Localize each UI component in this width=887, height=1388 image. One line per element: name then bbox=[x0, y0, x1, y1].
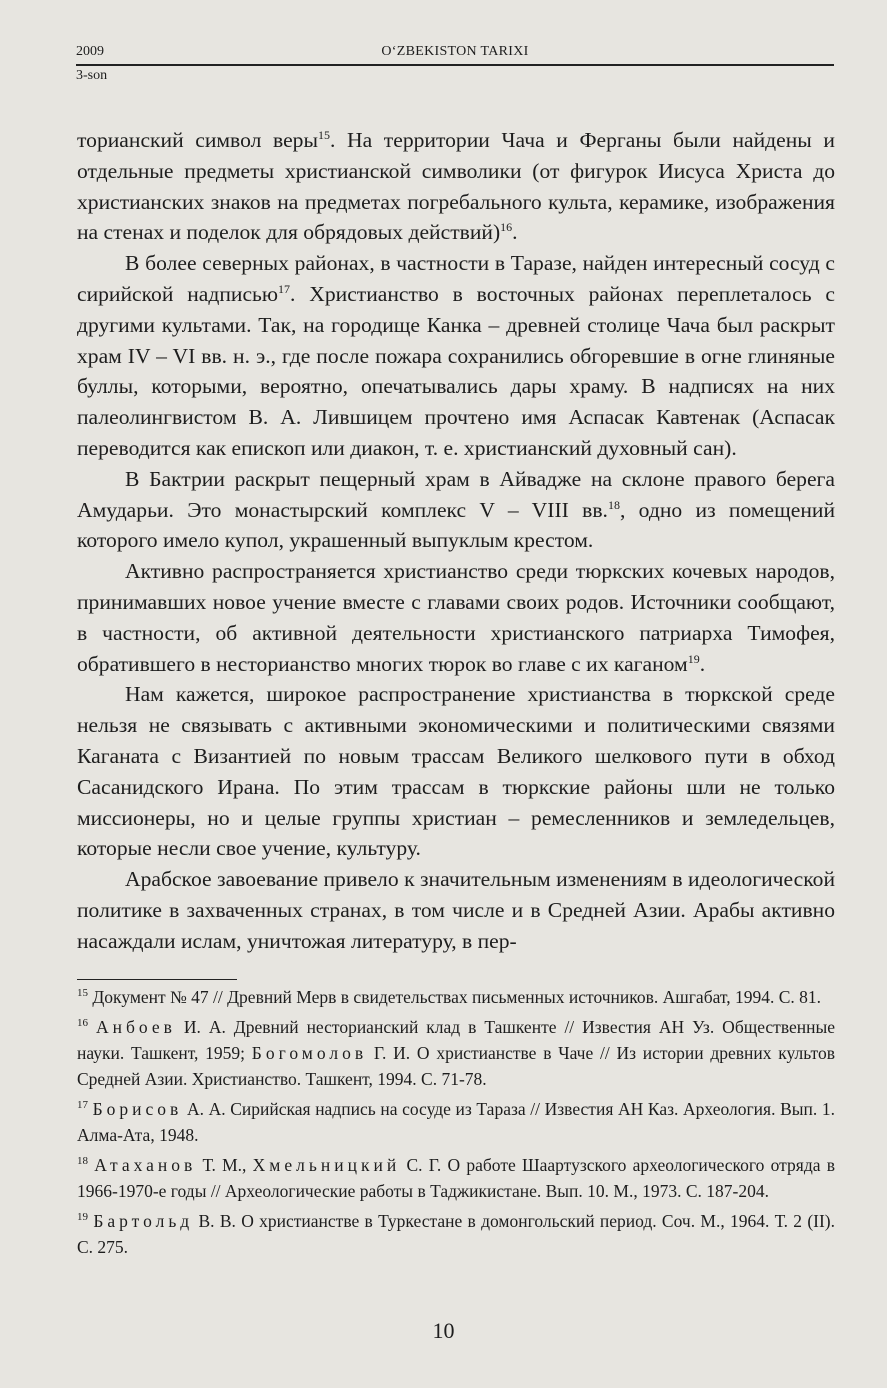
footnote-ref: 16 bbox=[77, 1017, 88, 1029]
footnotes bbox=[77, 984, 835, 1264]
header-issue: 3-son bbox=[76, 68, 108, 83]
header-year: 2009 bbox=[76, 44, 104, 59]
text-run: И. А. Древний несторианский клад в Ташкенте // Известия АН Уз. Общественные науки. Ташкент, 1959; bbox=[77, 1017, 835, 1063]
text-run: В более северных районах, в частности в Таразе, найден интересный сосуд с сирийской надписью bbox=[77, 251, 835, 306]
footnote-ref: 15 bbox=[77, 987, 88, 999]
footnote-ref: 19 bbox=[687, 651, 700, 666]
text-run: В Бактрии раскрыт пещерный храм в Айвадже на склоне правого берега Амударьи. Это монастырский комплекс V – VIII вв. bbox=[77, 466, 835, 522]
text-run: , одно из помещений которого имело купол, украшенный выпуклым крестом. bbox=[77, 497, 836, 553]
running-header bbox=[76, 44, 834, 83]
body-paragraph bbox=[77, 679, 835, 864]
footnote bbox=[77, 1208, 835, 1260]
footnote-ref: 15 bbox=[317, 128, 330, 142]
text-run: В. В. О христианстве в Туркестане в домонгольский период. Соч. М., 1964. Т. 2 (II). С. 275. bbox=[77, 1211, 836, 1257]
author-name: Бартольд bbox=[93, 1211, 194, 1231]
header-journal-title: O‘ZBEKISTON TARIXI bbox=[381, 44, 529, 59]
page-number: 10 bbox=[432, 1318, 455, 1343]
text-run: Активно распространяется христианство среди тюркских кочевых народов, принимавших новое учение вместе с главами своих родов. Источники сообщают, в частности, об активной деятельности христианского патриарха Тимофея, обратившего в несторианство многих тюрок во главе с их каганом bbox=[77, 559, 835, 676]
text-run: Арабское завоевание привело к значительным изменениям в идеологической политике в захваченных странах, в том числе и в Средней Азии. Арабы активно насаждали ислам, уничтожая литературу, в пер- bbox=[77, 867, 835, 953]
footnote bbox=[77, 1014, 835, 1092]
footnote-separator bbox=[77, 979, 237, 980]
author-name: Атаханов bbox=[94, 1155, 197, 1175]
body-paragraph bbox=[77, 125, 835, 248]
body-paragraph bbox=[77, 464, 835, 556]
author-name: Анбоев bbox=[95, 1017, 176, 1037]
main-text bbox=[77, 125, 835, 957]
text-run: . На территории Чача и Ферганы были найдены и отдельные предметы христианской символики (от фигурок Иисуса Христа до христианских знаков на предметах погребального культа, керамике, изображения на стенах и поделок для обрядовых действий) bbox=[77, 128, 835, 245]
footnote-ref: 19 bbox=[77, 1211, 88, 1223]
footnote bbox=[77, 984, 835, 1010]
footnote-ref: 17 bbox=[77, 1099, 88, 1111]
text-run: торианский символ веры bbox=[77, 128, 318, 152]
body-paragraph bbox=[77, 556, 835, 679]
text-run: . bbox=[699, 651, 706, 676]
text-run bbox=[88, 1017, 96, 1037]
footnote bbox=[77, 1152, 835, 1204]
text-run: А. А. Сирийская надпись на сосуде из Тараза // Известия АН Каз. Археология. Вып. 1. Алма-Ата, 1948. bbox=[77, 1099, 835, 1145]
text-run: . bbox=[512, 220, 518, 245]
text-run: Т. М., bbox=[196, 1155, 253, 1175]
text-run: Документ № 47 // Древний Мерв в свидетельствах письменных источников. Ашгабат, 1994. С. 81. bbox=[88, 987, 822, 1007]
body-paragraph bbox=[77, 248, 835, 464]
footnote-ref: 16 bbox=[500, 220, 513, 235]
footnote bbox=[77, 1096, 835, 1148]
footnote-ref: 18 bbox=[77, 1155, 88, 1167]
text-run: . Христианство в восточных районах переплеталось с другими культами. Так, на городище Канка – древней столице Чача был раскрыт храм IV – VI вв. н. э., где после пожара сохранились обгоревшие в огне глиняные буллы, которыми, вероятно, опечатывались дары храму. В надписях на них палеолингвистом В. А. Лившицем прочтено имя Аспасак Кавтенак (Аспасак переводится как епископ или диакон, т. е. христианский духовный сан). bbox=[77, 281, 835, 460]
text-run: Нам кажется, широкое распространение христианства в тюркской среде нельзя не связывать с активными экономическими и политическими связями Каганата с Византией по новым трассам Великого шелкового пути в обход Сасанидского Ирана. По этим трассам в тюркские районы шли не только миссионеры, но и целые группы христиан – ремесленников и земледельцев, которые несли свое учение, культуру. bbox=[77, 682, 835, 861]
body-paragraph bbox=[77, 864, 835, 956]
author-name: Хмельницкий bbox=[252, 1155, 401, 1175]
footnote-ref: 18 bbox=[607, 497, 620, 512]
footnote-ref: 17 bbox=[278, 281, 291, 296]
text-run: С. Г. О работе Шаартузского археологического отряда в 1966-1970-е годы // Археологические работы в Таджикистане. Вып. 10. М., 1973. С. 187-204. bbox=[77, 1155, 836, 1201]
text-run: Г. И. О христианстве в Чаче // Из истории древних культов Средней Азии. Христианство. Ташкент, 1994. С. 71-78. bbox=[77, 1043, 835, 1089]
header-rule bbox=[76, 64, 834, 66]
author-name: Борисов bbox=[92, 1099, 183, 1119]
author-name: Богомолов bbox=[251, 1043, 368, 1063]
